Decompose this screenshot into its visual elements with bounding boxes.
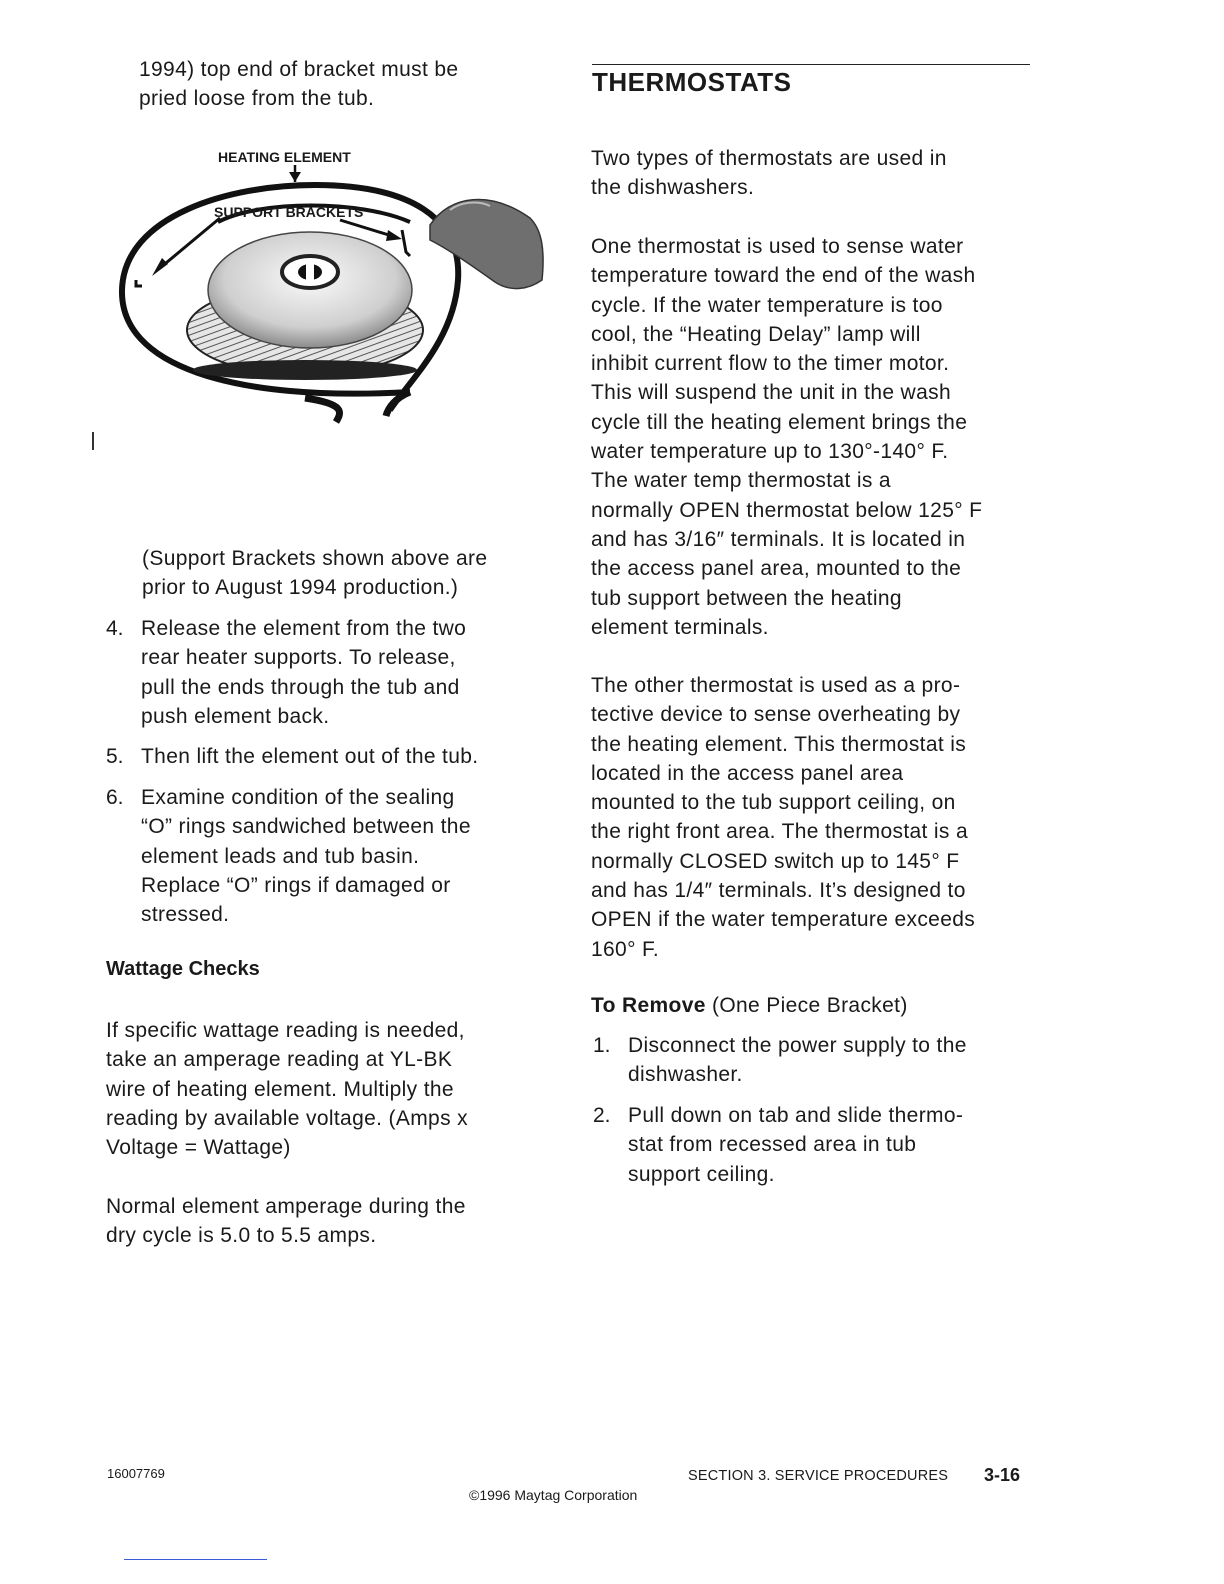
figure-caption: (Support Brackets shown above are prior to August 1994 production.): [142, 547, 488, 600]
remove-step-2-text: Pull down on tab and slide thermo- stat from recessed area in tub support ceiling.: [628, 1104, 964, 1186]
remove-step-2-number: 2.: [593, 1104, 611, 1127]
step-4-number: 4.: [106, 617, 124, 640]
doc-number: 16007769: [107, 1466, 165, 1481]
title-rule: [592, 64, 1030, 65]
label-heating-element: HEATING ELEMENT: [218, 149, 351, 165]
to-remove-rest: (One Piece Bracket): [705, 994, 908, 1017]
thermostats-para-2: One thermostat is used to sense water temperature toward the end of the wash cycle. If the water temperature is too cool, the “Heating Delay” lamp will inhibit current flow to the timer motor. This will suspend the unit in the wash cycle till the heating element brings the water temperature up to 130°-140° F. The water temp thermostat is a normally OPEN thermostat below 125° F and has 3/16″ terminals. It is located in the access panel area, mounted to the tub support between the heating element terminals.: [591, 235, 983, 639]
copyright: ©1996 Maytag Corporation: [469, 1487, 638, 1503]
thermostats-title: THERMOSTATS: [592, 67, 792, 97]
bracket-clip-right: [402, 230, 410, 256]
amperage-text: Normal element amperage during the dry cycle is 5.0 to 5.5 amps.: [106, 1195, 466, 1248]
bracket-arrow-left: [160, 218, 220, 268]
bracket-arrow-right: [340, 220, 392, 236]
step-4-text: Release the element from the two rear heater supports. To release, pull the ends through the tub and push element back.: [141, 617, 467, 728]
wattage-text: If specific wattage reading is needed, take an amperage reading at YL-BK wire of heating element. Multiply the reading by available voltage. (Amps x Voltage = Wattage): [106, 1019, 468, 1160]
section-label: SECTION 3. SERVICE PROCEDURES: [688, 1468, 949, 1484]
page-number: 3-16: [984, 1465, 1021, 1485]
step-5-number: 5.: [106, 745, 124, 768]
step-6-text: Examine condition of the sealing “O” rings sandwiched between the element leads and tub basin. Replace “O” rings if damaged or stressed.: [141, 786, 471, 927]
wattage-checks-heading: Wattage Checks: [106, 958, 260, 980]
intro-text: 1994) top end of bracket must be pried loose from the tub.: [139, 58, 459, 111]
to-remove-bold: To Remove: [591, 994, 706, 1017]
hand-graphic: [430, 200, 543, 289]
bracket-clip-left: [136, 280, 142, 286]
scan-mark-left: [92, 432, 94, 450]
remove-step-1-text: Disconnect the power supply to the dishwasher.: [628, 1034, 967, 1087]
to-remove-line: [591, 991, 908, 1020]
thermostats-para-3: The other thermostat is used as a pro- tective device to sense overheating by the heating element. This thermostat is located in the access panel area mounted to the tub support ceiling, on the right front area. The thermostat is a normally CLOSED switch up to 145° F and has 1/4″ terminals. It’s designed to OPEN if the water temperature exceeds 160° F.: [591, 674, 976, 961]
heating-element-figure: [110, 140, 560, 470]
label-support-brackets: SUPPORT BRACKETS: [214, 204, 364, 220]
remove-step-1-number: 1.: [593, 1034, 611, 1057]
step-6-number: 6.: [106, 786, 124, 809]
thermostats-para-1: Two types of thermostats are used in the dishwashers.: [591, 147, 947, 200]
heating-element-illustration: [110, 140, 560, 470]
step-5-text: Then lift the element out of the tub.: [141, 745, 479, 768]
scan-underline: [124, 1559, 267, 1560]
